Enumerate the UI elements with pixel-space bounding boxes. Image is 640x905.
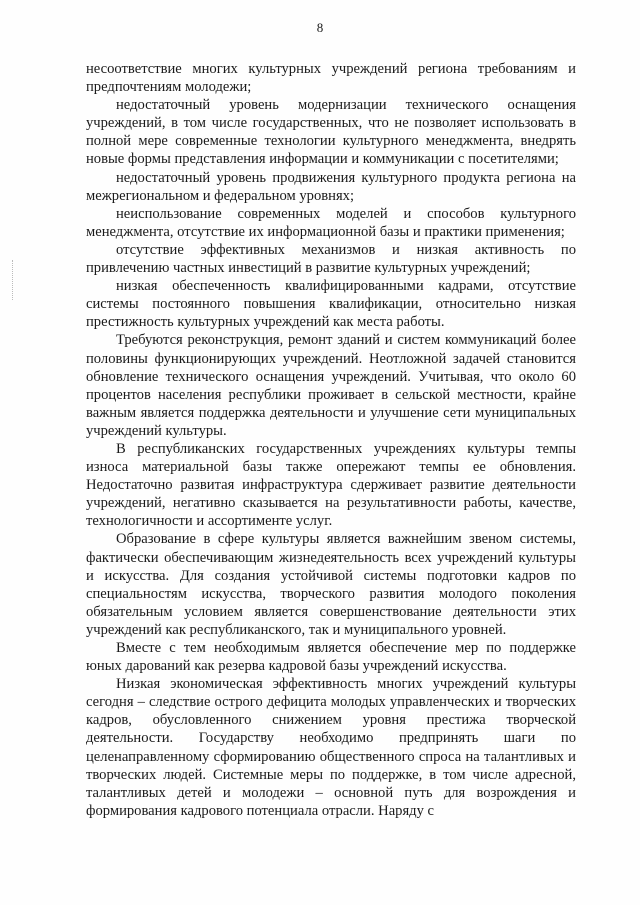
document-body xyxy=(86,60,576,820)
scan-margin-mark xyxy=(12,260,16,300)
paragraph: недостаточный уровень продвижения культурного продукта региона на межрегиональном и федеральном уровнях; xyxy=(86,169,576,204)
paragraph: низкая обеспеченность квалифицированными кадрами, отсутствие системы постоянного повышения квалификации, относительно низкая престижность культурных учреждений как места работы. xyxy=(86,278,576,331)
paragraph: неиспользование современных моделей и способов культурного менеджмента, отсутствие их информационной базы и практики применения; xyxy=(86,205,576,240)
paragraph: Вместе с тем необходимым является обеспечение мер по поддержке юных дарований как резерва кадровой базы учреждений искусства. xyxy=(86,640,576,675)
page-number: 8 xyxy=(316,20,324,35)
paragraph: В республиканских государственных учреждениях культуры темпы износа материальной базы также опережают темпы ее обновления. Недостаточно развитая инфраструктура сдерживает развитие деятельности учреждений, негативно сказывается на результативности работы, качестве, технологичности и ассортименте услуг. xyxy=(86,440,576,530)
paragraph: несоответствие многих культурных учреждений региона требованиям и предпочтениям молодежи; xyxy=(86,61,576,96)
paragraph: Образование в сфере культуры является важнейшим звеном системы, фактически обеспечивающим жизнедеятельность всех учреждений культуры и искусства. Для создания устойчивой системы подготовки кадров по специальностям искусства, творческого развития молодого поколения обязательным условием является совершенствование деятельности этих учреждений как республиканского, так и муниципального уровней. xyxy=(86,531,576,638)
paragraph: Низкая экономическая эффективность многих учреждений культуры сегодня – следствие острого дефицита молодых управленческих и творческих кадров, обусловленного снижением уровня престижа творческой деятельности. Государству необходимо предпринять шаги по целенаправленному сформированию общественного спроса на талантливых и творческих людей. Системные меры по поддержке, в том числе адресной, талантливых детей и молодежи – основной путь для возрождения и формирования кадрового потенциала отрасли. Наряду с xyxy=(86,676,576,819)
paragraph: отсутствие эффективных механизмов и низкая активность по привлечению частных инвестиций в развитие культурных учреждений; xyxy=(86,241,576,277)
paragraph: недостаточный уровень модернизации технического оснащения учреждений, в том числе государственных, что не позволяет использовать в полной мере современные технологии культурного менеджмента, внедрять новые формы представления информации и коммуникации с посетителями; xyxy=(86,97,576,168)
paragraph: Требуются реконструкция, ремонт зданий и систем коммуникаций более половины функционирующих учреждений. Неотложной задачей становится обновление технического оснащения учреждений. Учитывая, что около 60 процентов населения республики проживает в сельской местности, крайне важным является поддержка деятельности и улучшение сети муниципальных учреждений культуры. xyxy=(86,332,576,439)
